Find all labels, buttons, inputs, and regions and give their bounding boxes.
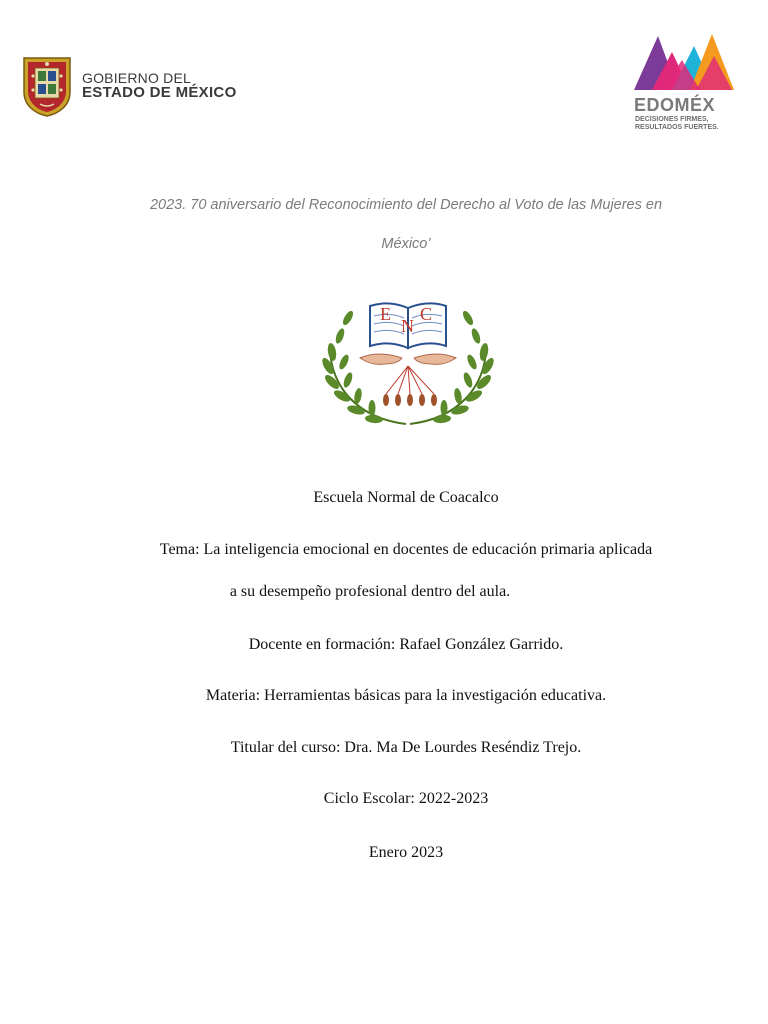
edomex-mountains-icon — [632, 30, 736, 92]
gobierno-wordmark — [82, 71, 237, 101]
school-year: Ciclo Escolar: 2022-2023 — [323, 790, 489, 807]
topic-line1: Tema: La inteligencia emocional en docentes de educación primaria aplicada — [159, 541, 653, 558]
topic-line2: a su desempeño profesional dentro del aula. — [229, 583, 511, 600]
torches-icon — [383, 366, 437, 406]
edomex-slogan-line2: RESULTADOS FUERTES. — [635, 123, 719, 131]
edomex-slogan-line1: DECISIONES FIRMES, — [635, 116, 709, 123]
emblem-letter-c: C — [420, 304, 433, 324]
gobierno-logo — [20, 54, 237, 118]
commemoration-line1: 2023. 70 aniversario del Reconocimiento del Derecho al Voto de las Mujeres en — [149, 197, 663, 213]
gov-line1: GOBIERNO DEL — [82, 69, 191, 86]
emblem-letter-n: N — [401, 316, 414, 336]
gov-line2: ESTADO DE MÉXICO — [82, 84, 237, 102]
edomex-slogan — [635, 116, 740, 131]
commemoration-line2: México’ — [381, 236, 431, 252]
emblem-letter-e: E — [380, 304, 391, 324]
edomex-wordmark: EDOMÉX — [634, 95, 716, 115]
coat-of-arms-icon — [20, 54, 74, 118]
student-name: Docente en formación: Rafael González Garrido. — [248, 636, 564, 653]
course-teacher: Titular del curso: Dra. Ma De Lourdes Reséndiz Trejo. — [230, 739, 582, 756]
school-name: Escuela Normal de Coacalco — [313, 489, 499, 506]
school-emblem-icon — [318, 292, 498, 432]
document-date: Enero 2023 — [368, 844, 444, 861]
hands-icon — [360, 354, 456, 364]
edomex-logo — [628, 30, 740, 131]
commemoration-legend — [110, 186, 702, 264]
subject-name: Materia: Herramientas básicas para la investigación educativa. — [205, 687, 607, 704]
